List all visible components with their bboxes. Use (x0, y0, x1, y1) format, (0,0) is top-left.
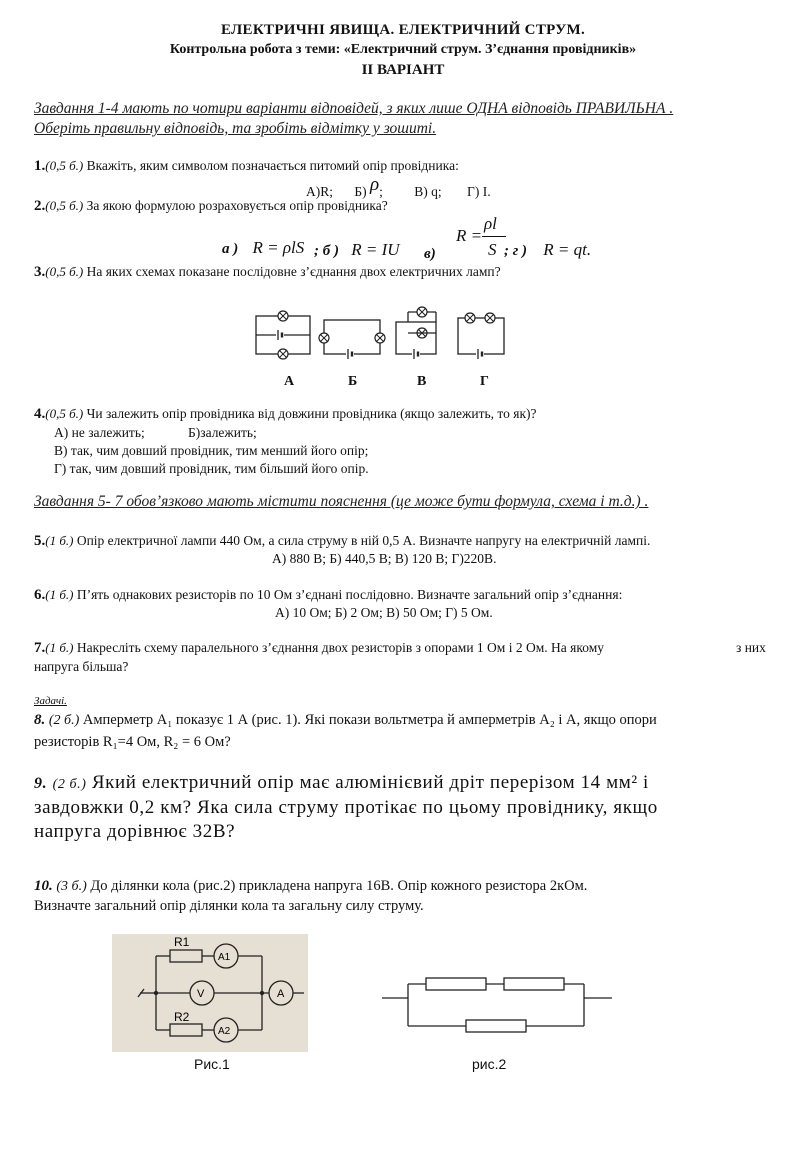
question-1-points: (0,5 б.) (45, 158, 84, 173)
formula-a-expr: R = ρlS (252, 238, 305, 257)
question-6 (34, 587, 622, 604)
q1-option-a: А)R; (306, 184, 333, 199)
question-5-text: Опір електричної лампи 440 Ом, а сила струму в ній 0,5 А. Визначте напругу на електричній лампі. (76, 533, 651, 548)
question-7-points: (1 б.) (45, 640, 74, 655)
fig1-a1-label: A1 (218, 952, 231, 963)
question-10-number: 10. (34, 878, 53, 894)
question-5-number: 5. (34, 533, 46, 549)
q5-options: А) 880 В; Б) 440,5 В; В) 120 В; Г)220В. (272, 551, 497, 566)
question-8-text-1: Амперметр А₁ показує 1 А (рис. 1). Які покази вольтметра й амперметрів А₂ і А, якщо опори (82, 712, 657, 728)
question-6-text: П’ять однакових резисторів по 10 Ом з’єднані послідовно. Визначте загальний опір з’єднання: (76, 587, 623, 602)
q6-options: А) 10 Ом; Б) 2 Ом; В) 50 Ом; Г) 5 Ом. (275, 605, 493, 620)
scheme-a (256, 311, 310, 359)
formula-c-denominator: S (488, 240, 497, 259)
question-9-line-3: напруга дорівнює 32В? (34, 821, 236, 842)
figure-2-caption: рис.2 (472, 1056, 507, 1072)
variant-label: II ВАРІАНТ (361, 62, 445, 78)
question-8 (34, 712, 657, 729)
tasks-label: Задачі. (34, 695, 67, 707)
question-5 (34, 533, 650, 550)
formula-d (504, 240, 591, 260)
question-10-text-1: До ділянки кола (рис.2) прикладена напруга 16В. Опір кожного резистора 2кОм. (90, 878, 588, 894)
fig1-a-label: A (277, 988, 285, 1000)
question-3-text: На яких схемах показане послідовне з’єднання двох електричних ламп? (86, 264, 501, 279)
scheme-d (458, 313, 504, 360)
formula-b (314, 240, 400, 260)
figure-2-circuit (380, 970, 616, 1040)
question-2-text: За якою формулою розраховується опір провідника? (86, 198, 388, 213)
question-7-number: 7. (34, 640, 46, 656)
question-8-points: (2 б.) (48, 713, 80, 728)
question-2-points: (0,5 б.) (45, 198, 84, 213)
question-7-text-2: напруга більша? (34, 659, 129, 674)
formula-end: . (586, 240, 592, 259)
formula-c-numerator: ρl (484, 214, 497, 233)
scheme-b (319, 320, 385, 360)
q1-option-c: В) q; (414, 184, 442, 199)
question-4-text: Чи залежить опір провідника від довжини провідника (якщо залежить, то як)? (86, 406, 537, 421)
question-3 (34, 264, 501, 281)
fig1-v-label: V (197, 988, 205, 1000)
question-10-points: (3 б.) (56, 879, 87, 894)
question-2-number: 2. (34, 198, 46, 214)
q4-option-c: В) так, чим довший провідник, тим менший його опір; (54, 443, 369, 458)
formula-c-left: R = (456, 226, 483, 245)
question-1-text: Вкажіть, яким символом позначається питомий опір провідника: (86, 158, 459, 173)
resistor-r1 (170, 950, 202, 962)
question-3-points: (0,5 б.) (45, 264, 84, 279)
question-3-number: 3. (34, 264, 46, 280)
question-1 (34, 158, 459, 175)
scheme-c (396, 307, 436, 360)
question-8-text-2: резисторів R₁=4 Ом, R₂ = 6 Ом? (34, 734, 231, 750)
rho-symbol: ρ (370, 174, 380, 195)
instructions-line-2: Оберіть правильну відповідь, та зробіть відмітку у зошиті. (34, 120, 437, 137)
question-10-text-2: Визначте загальний опір ділянки кола та загальну силу струму. (34, 898, 424, 914)
question-10 (34, 878, 587, 895)
formula-a (222, 238, 304, 258)
formula-b-expr: R = IU (351, 240, 400, 259)
question-6-points: (1 б.) (45, 587, 74, 602)
question-7-text-1: Накресліть схему паралельного з’єднання двох резисторів з опорами 1 Ом і 2 Ом. На якому (76, 640, 605, 655)
formula-a-label: а ) (222, 241, 239, 257)
question-7-text-1-end: з них (736, 640, 766, 655)
question-8-number: 8. (34, 712, 46, 728)
instructions-2: Завдання 5- 7 обов’язково мають містити пояснення (це може бути формула, схема і т.д.) . (34, 493, 649, 510)
q1-option-d: Г) I. (467, 184, 491, 199)
question-9-line-2: завдовжки 0,2 км? Яка сила струму протікає по цьому провіднику, якщо (34, 797, 658, 818)
page-subtitle: Контрольна робота з теми: «Електричний струм. З’єднання провідників» (169, 42, 637, 57)
fig2-resistor-2 (504, 978, 564, 990)
question-9-line-1 (34, 772, 649, 794)
resistor-r2 (170, 1024, 202, 1036)
q1-option-b: Б) (354, 184, 367, 199)
instructions-line-1: Завдання 1-4 мають по чотири варіанти відповідей, з яких лише ОДНА відповідь ПРАВИЛЬНА . (34, 100, 674, 117)
question-7 (34, 640, 604, 657)
scheme-label-a: А (284, 374, 295, 389)
fig2-resistor-3 (466, 1020, 526, 1032)
question-4 (34, 406, 537, 423)
fig1-r2-label: R2 (174, 1010, 190, 1024)
circuit-schemes (250, 300, 510, 366)
question-2 (34, 198, 388, 215)
fig2-resistor-1 (426, 978, 486, 990)
page-title: ЕЛЕКТРИЧНІ ЯВИЩА. ЕЛЕКТРИЧНИЙ СТРУМ. (220, 22, 586, 38)
question-9-text-1: Який електричний опір має алюмінієвий дріт перерізом 14 мм² і (91, 772, 649, 793)
formula-d-label: ; г ) (504, 243, 528, 259)
question-6-number: 6. (34, 587, 46, 603)
question-1-number: 1. (34, 158, 46, 174)
q1-option-b-end: ; (379, 184, 383, 199)
fig1-a2-label: A2 (218, 1026, 231, 1037)
formula-d-expr: R = qt (543, 240, 587, 259)
fraction-bar (482, 236, 506, 237)
scheme-label-d: Г (480, 374, 489, 389)
question-4-number: 4. (34, 406, 46, 422)
figure-1-circuit (112, 934, 308, 1052)
question-9-points: (2 б.) (52, 777, 87, 792)
question-9-number: 9. (34, 775, 48, 792)
q4-option-a: А) не залежить; (54, 425, 145, 440)
figure-1-caption: Рис.1 (194, 1056, 230, 1072)
q4-option-b: Б)залежить; (188, 425, 257, 440)
scheme-label-c: В (417, 374, 427, 389)
q4-option-d: Г) так, чим довший провідник, тим більший його опір. (54, 461, 369, 476)
formula-c-label: в) (424, 246, 436, 262)
fig1-r1-label: R1 (174, 935, 190, 949)
question-5-points: (1 б.) (45, 533, 74, 548)
scheme-label-b: Б (348, 374, 358, 389)
formula-b-label: ; б ) (314, 243, 339, 259)
question-4-points: (0,5 б.) (45, 406, 84, 421)
